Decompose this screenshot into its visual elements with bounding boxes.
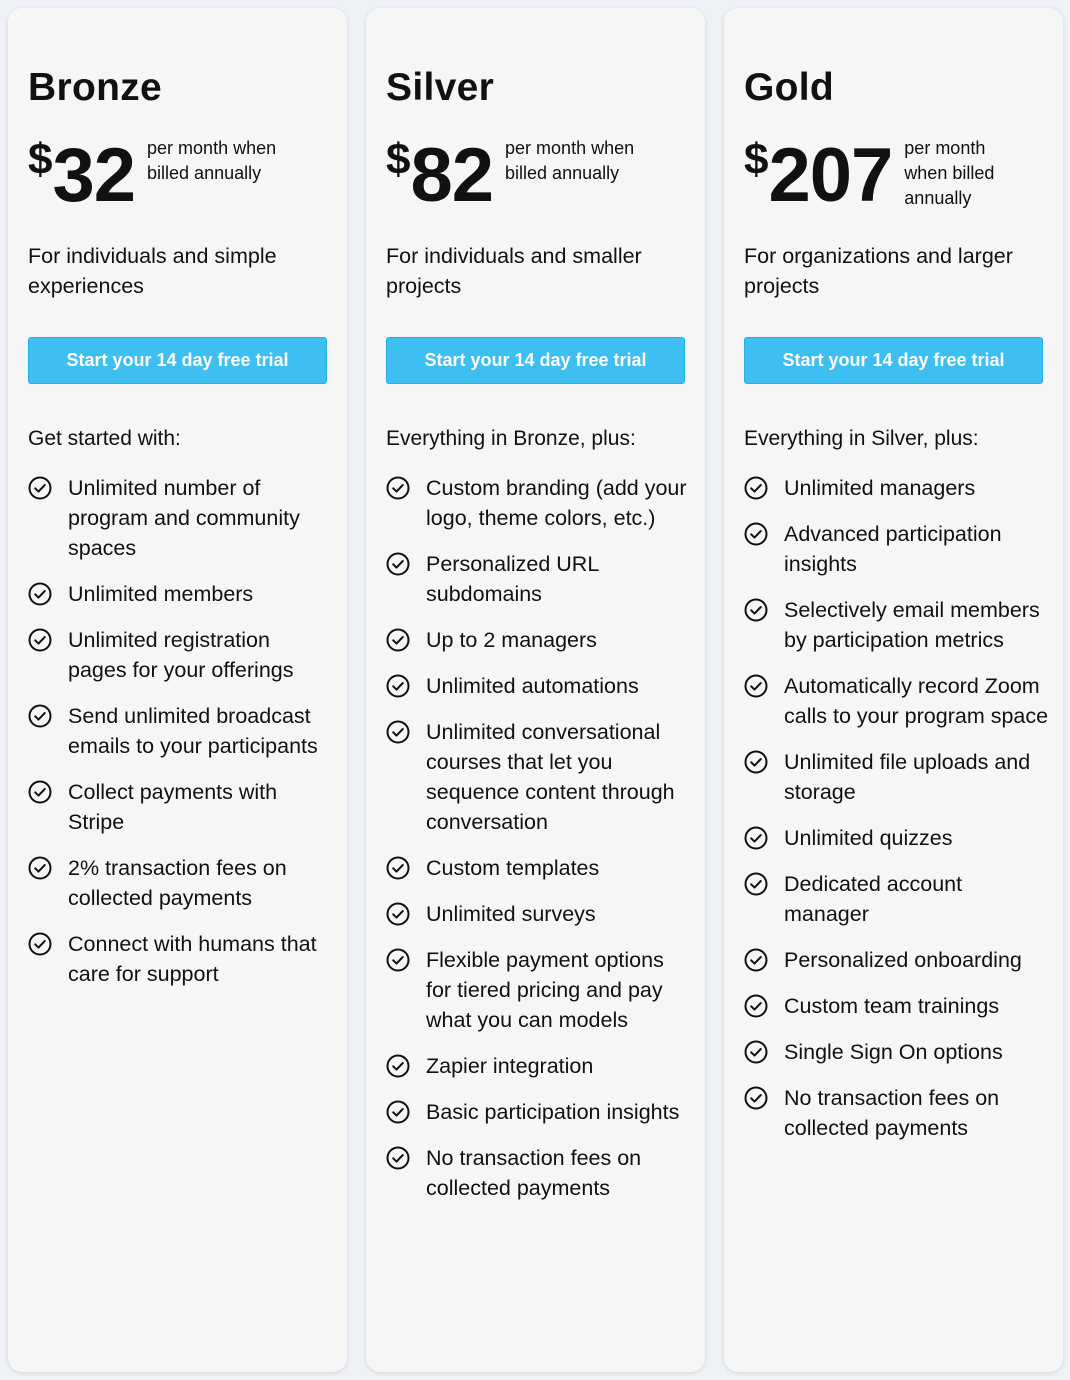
plan-title: Bronze — [28, 66, 162, 109]
feature-item — [28, 473, 333, 563]
feature-item — [744, 991, 1049, 1021]
feature-text: Unlimited members — [68, 582, 254, 606]
feature-item — [386, 625, 691, 655]
check-circle-icon — [386, 1054, 410, 1078]
billing-note — [904, 136, 994, 211]
billing-line: billed annually — [147, 163, 262, 183]
features-intro: Everything in Silver, plus: — [744, 427, 979, 450]
plan-description: For individuals and smaller projects — [386, 244, 642, 298]
currency-symbol: $ — [386, 135, 411, 184]
feature-item — [386, 899, 691, 929]
check-circle-icon — [744, 750, 768, 774]
feature-text: Automatically record Zoom calls to your program space — [784, 674, 1049, 728]
feature-item — [744, 473, 1049, 503]
check-circle-icon — [386, 628, 410, 652]
feature-item — [744, 747, 1049, 807]
feature-item — [744, 1083, 1049, 1143]
check-circle-icon — [386, 1146, 410, 1170]
feature-text: Zapier integration — [426, 1054, 594, 1078]
check-circle-icon — [744, 598, 768, 622]
feature-item — [28, 579, 333, 609]
feature-list — [386, 473, 691, 1219]
currency-symbol: $ — [744, 135, 769, 184]
check-circle-icon — [386, 948, 410, 972]
billing-line: per month — [904, 138, 986, 158]
check-circle-icon — [28, 932, 52, 956]
feature-text: Custom team trainings — [784, 994, 1000, 1018]
check-circle-icon — [744, 522, 768, 546]
feature-item — [744, 595, 1049, 655]
feature-item — [28, 625, 333, 685]
feature-text: Unlimited surveys — [426, 902, 596, 926]
currency-symbol: $ — [28, 135, 53, 184]
check-circle-icon — [28, 582, 52, 606]
check-circle-icon — [386, 476, 410, 500]
feature-text: Custom templates — [426, 856, 600, 880]
feature-text: No transaction fees on collected payments — [426, 1146, 642, 1200]
feature-item — [386, 1143, 691, 1203]
feature-text: Unlimited automations — [426, 674, 639, 698]
feature-item — [28, 701, 333, 761]
check-circle-icon — [386, 902, 410, 926]
feature-text: Basic participation insights — [426, 1100, 680, 1124]
feature-item — [386, 1097, 691, 1127]
check-circle-icon — [28, 856, 52, 880]
feature-item — [28, 929, 333, 989]
feature-item — [386, 853, 691, 883]
price-amount: 32 — [52, 133, 136, 218]
feature-text: Advanced participation insights — [784, 522, 1002, 576]
features-intro: Get started with: — [28, 427, 181, 450]
feature-text: Unlimited file uploads and storage — [784, 750, 1031, 804]
billing-line: per month when — [505, 138, 635, 158]
billing-line: billed annually — [505, 163, 620, 183]
price-row — [744, 133, 995, 218]
feature-item — [28, 853, 333, 913]
pricing-card-bronze — [8, 8, 347, 1372]
feature-text: Up to 2 managers — [426, 628, 597, 652]
check-circle-icon — [28, 628, 52, 652]
feature-list — [28, 473, 333, 1005]
check-circle-icon — [386, 1100, 410, 1124]
feature-text: Unlimited conversational courses that let you sequence content through conversation — [426, 720, 675, 834]
feature-text: Unlimited managers — [784, 476, 976, 500]
pricing-card-silver — [366, 8, 705, 1372]
feature-item — [744, 671, 1049, 731]
feature-text: No transaction fees on collected payments — [784, 1086, 1000, 1140]
billing-line: when billed — [904, 163, 995, 183]
feature-text: Collect payments with Stripe — [68, 780, 278, 834]
check-circle-icon — [386, 720, 410, 744]
feature-text: Dedicated account manager — [784, 872, 963, 926]
feature-item — [744, 869, 1049, 929]
feature-text: Single Sign On options — [784, 1040, 1003, 1064]
check-circle-icon — [744, 872, 768, 896]
check-circle-icon — [386, 856, 410, 880]
pricing-cards — [8, 8, 1063, 1372]
check-circle-icon — [744, 1086, 768, 1110]
check-circle-icon — [28, 780, 52, 804]
start-trial-button[interactable]: Start your 14 day free trial — [386, 337, 685, 384]
billing-note — [147, 136, 276, 186]
check-circle-icon — [744, 476, 768, 500]
start-trial-button[interactable]: Start your 14 day free trial — [744, 337, 1043, 384]
check-circle-icon — [744, 1040, 768, 1064]
pricing-card-gold — [724, 8, 1063, 1372]
feature-item — [386, 945, 691, 1035]
feature-item — [744, 823, 1049, 853]
check-circle-icon — [28, 476, 52, 500]
check-circle-icon — [744, 674, 768, 698]
feature-text: Selectively email members by participation metrics — [784, 598, 1040, 652]
billing-line: per month when — [147, 138, 277, 158]
check-circle-icon — [744, 994, 768, 1018]
price-row — [28, 133, 277, 218]
feature-text: Unlimited quizzes — [784, 826, 953, 850]
feature-item — [386, 1051, 691, 1081]
start-trial-button[interactable]: Start your 14 day free trial — [28, 337, 327, 384]
feature-item — [744, 519, 1049, 579]
feature-text: Unlimited registration pages for your offerings — [68, 628, 294, 682]
check-circle-icon — [28, 704, 52, 728]
feature-item — [744, 1037, 1049, 1067]
feature-text: Flexible payment options for tiered pricing and pay what you can models — [426, 948, 664, 1032]
price-row — [386, 133, 635, 218]
check-circle-icon — [744, 826, 768, 850]
feature-text: Send unlimited broadcast emails to your participants — [68, 704, 318, 758]
billing-line: annually — [904, 188, 972, 208]
price-amount: 82 — [410, 133, 494, 218]
feature-text: Connect with humans that care for support — [68, 932, 317, 986]
plan-description: For organizations and larger projects — [744, 244, 1013, 298]
plan-title: Gold — [744, 66, 835, 109]
feature-text: Personalized onboarding — [784, 948, 1022, 972]
check-circle-icon — [386, 552, 410, 576]
plan-description: For individuals and simple experiences — [28, 244, 277, 298]
billing-note — [505, 136, 634, 186]
feature-item — [386, 671, 691, 701]
feature-item — [386, 473, 691, 533]
feature-text: Unlimited number of program and community spaces — [68, 476, 300, 560]
feature-item — [28, 777, 333, 837]
check-circle-icon — [386, 674, 410, 698]
feature-item — [744, 945, 1049, 975]
plan-title: Silver — [386, 66, 495, 109]
feature-text: Personalized URL subdomains — [426, 552, 599, 606]
feature-list — [744, 473, 1049, 1159]
price-amount: 207 — [768, 133, 893, 218]
feature-item — [386, 717, 691, 837]
features-intro: Everything in Bronze, plus: — [386, 427, 636, 450]
check-circle-icon — [744, 948, 768, 972]
feature-text: 2% transaction fees on collected payments — [68, 856, 287, 910]
feature-text: Custom branding (add your logo, theme colors, etc.) — [426, 476, 687, 530]
feature-item — [386, 549, 691, 609]
